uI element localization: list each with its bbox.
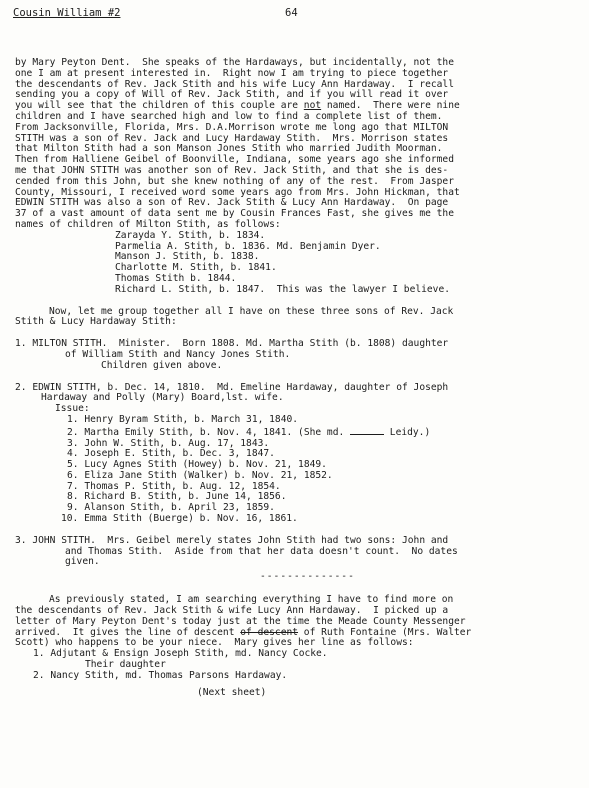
list-item: Charlotte M. Stith, b. 1841.	[115, 262, 277, 274]
text-line: children and I have searched high and low to find a complete list of them.	[15, 110, 443, 122]
text-line: From Jacksonville, Florida, Mrs. D.A.Morrison wrote me long ago that MILTON	[15, 121, 449, 133]
list-item: 8. Richard B. Stith, b. June 14, 1856.	[67, 491, 287, 503]
list-item: Zarayda Y. Stith, b. 1834.	[115, 229, 266, 241]
list-item: Richard L. Stith, b. 1847. This was the lawyer I believe.	[115, 283, 451, 295]
text-line: 37 of a vast amount of data sent me by Cousin Frances Fast, she gives me the	[15, 208, 454, 220]
text-fragment: 2. Martha Emily Stith, b. Nov. 4, 1841. (She md.	[67, 426, 351, 438]
text-line: Stith & Lucy Hardaway Stith:	[15, 316, 177, 328]
fontaine-line-list	[15, 649, 577, 681]
list-item: 2. Nancy Stith, md. Thomas Parsons Hardaway.	[33, 669, 288, 681]
section-heading-john: 3. JOHN STITH. Mrs. Geibel merely states John Stith had two sons: John and	[15, 534, 449, 546]
header-title: Cousin William #2	[13, 7, 121, 19]
text-line: by Mary Peyton Dent. She speaks of the Hardaways, but incidentally, not the	[15, 57, 454, 68]
list-item: 7. Thomas P. Stith, b. Aug. 12, 1854.	[67, 480, 281, 492]
text-line: letter of Mary Peyton Dent's today just at the time the Meade County Messenger	[15, 615, 466, 627]
text-line: cended from this John, but she knew nothing of any of the rest. From Jasper	[15, 175, 454, 187]
section-separator: --------------	[260, 571, 355, 583]
list-item	[61, 426, 577, 439]
list-item: 9. Alanson Stith, b. April 23, 1859.	[67, 502, 275, 514]
text-fragment: arrived. It gives the line of descent	[15, 626, 241, 638]
underlined-word: not	[303, 100, 322, 112]
text-line: sending you a copy of Will of Rev. Jack Stith, and if you will read it over	[15, 89, 449, 101]
list-item: 3. John W. Stith, b. Aug. 17, 1843.	[67, 437, 270, 449]
text-line: STITH was a son of Rev. Jack and Lucy Hardaway Stith. Mrs. Morrison states	[15, 132, 449, 144]
list-item: 1. Henry Byram Stith, b. March 31, 1840.	[67, 413, 299, 425]
text-fragment: of Ruth Fontaine (Mrs. Walter	[298, 626, 472, 638]
edwin-issue-list	[15, 415, 577, 525]
blank-line	[350, 426, 384, 435]
list-item: 10. Emma Stith (Buerge) b. Nov. 16, 1861.	[61, 513, 298, 525]
list-item: Manson J. Stith, b. 1838.	[115, 251, 260, 263]
text-line: Hardaway and Polly (Mary) Board,lst. wife.	[41, 392, 284, 404]
text-line: Children given above.	[101, 359, 223, 371]
text-line: that Milton Stith had a son Manson Jones Stith who married Judith Moorman.	[15, 143, 443, 155]
spacer	[15, 372, 577, 383]
list-item: Thomas Stith b. 1844.	[115, 272, 237, 284]
text-line: of William Stith and Nancy Jones Stith.	[65, 348, 291, 360]
text-line: Then from Halliene Geibel of Boonville, Indiana, some years ago she informed	[15, 154, 454, 166]
list-item: 1. Adjutant & Ensign Joseph Stith, md. Nancy Cocke.	[33, 648, 328, 660]
text-line: one I am at present interested in. Right now I am trying to piece together	[15, 67, 449, 79]
text-line: Now, let me group together all I have on these three sons of Rev. Jack	[49, 305, 454, 317]
page-number: 64	[285, 7, 298, 19]
list-item: 4. Joseph E. Stith, b. Dec. 3, 1847.	[67, 448, 275, 460]
spacer	[15, 296, 577, 307]
section-heading-milton: 1. MILTON STITH. Minister. Born 1808. Md. Martha Stith (b. 1808) daughter	[15, 338, 449, 350]
text-line: Scott) who happens to be your niece. Mary gives her line as follows:	[15, 637, 414, 649]
struck-text: of descent	[240, 626, 299, 638]
text-line: Issue:	[55, 403, 90, 415]
next-sheet-note: (Next sheet)	[197, 686, 267, 698]
section-heading-edwin: 2. EDWIN STITH, b. Dec. 14, 1810. Md. Emeline Hardaway, daughter of Joseph	[15, 381, 449, 393]
list-item: 6. Eliza Jane Stith (Walker) b. Nov. 21, 1852.	[67, 469, 333, 481]
text-fragment: named. There were nine	[321, 100, 460, 112]
text-line: the descendants of Rev. Jack Stith and his wife Lucy Ann Hardaway. I recall	[15, 78, 454, 90]
page-header	[13, 7, 576, 23]
list-item: Parmelia A. Stith, b. 1836. Md. Benjamin Dyer.	[115, 240, 381, 252]
text-fragment: Leidy.)	[384, 426, 431, 438]
text-fragment: you will see that the children of this couple are	[15, 100, 304, 112]
list-item: Their daughter	[85, 659, 166, 671]
text-line: names of children of Milton Stith, as follows:	[15, 218, 281, 230]
text-line: given.	[65, 556, 100, 568]
letter-body	[15, 58, 577, 698]
text-line: As previously stated, I am searching everything I have to find more on	[49, 594, 454, 606]
milton-children-list	[15, 231, 577, 296]
list-item: 5. Lucy Agnes Stith (Howey) b. Nov. 21, 1849.	[67, 459, 327, 471]
text-line: and Thomas Stith. Aside from that her data doesn't count. No dates	[65, 545, 458, 557]
text-line: me that JOHN STITH was another son of Rev. Jack Stith, and that she is des-	[15, 164, 449, 176]
text-line: County, Missouri, I received word some years ago from Mrs. John Hickman, that	[15, 186, 460, 198]
text-line: the descendants of Rev. Jack Stith & wife Lucy Ann Hardaway. I picked up a	[15, 605, 449, 617]
text-line: EDWIN STITH was also a son of Rev. Jack Stith & Lucy Ann Hardaway. On page	[15, 197, 449, 209]
